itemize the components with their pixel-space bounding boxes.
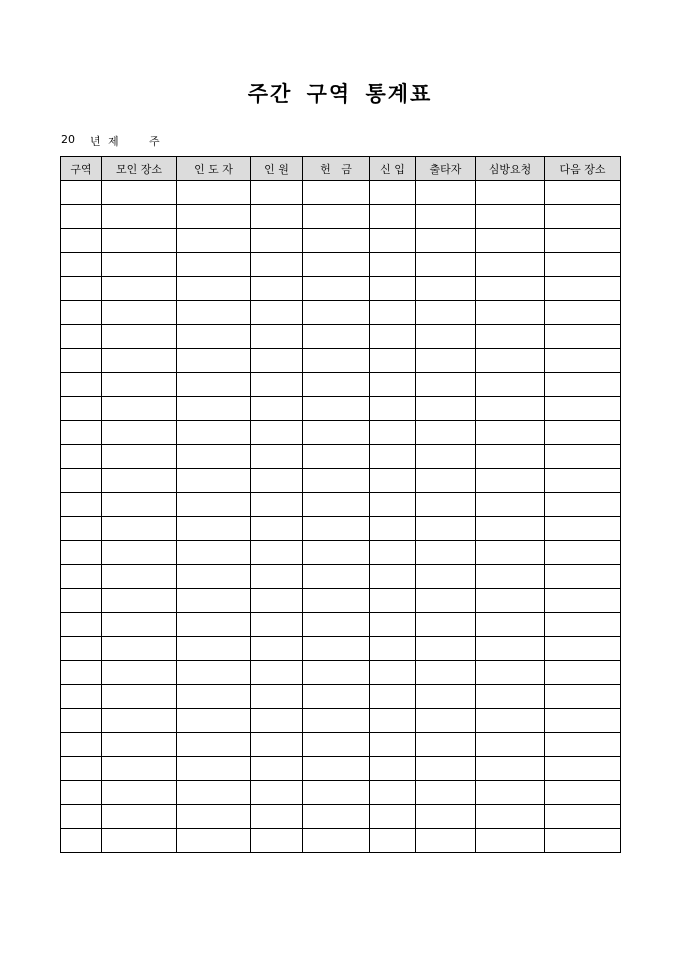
cell-offering[interactable] [303, 493, 370, 517]
cell-district[interactable] [61, 541, 102, 565]
cell-leader[interactable] [177, 493, 251, 517]
cell-district[interactable] [61, 397, 102, 421]
cell-next-place[interactable] [545, 829, 621, 853]
cell-absent[interactable] [416, 181, 476, 205]
table-row [61, 517, 621, 541]
cell-newcomers[interactable] [370, 517, 416, 541]
table-row [61, 757, 621, 781]
cell-offering[interactable] [303, 205, 370, 229]
cell-district[interactable] [61, 469, 102, 493]
cell-visit-request[interactable] [476, 541, 545, 565]
cell-leader[interactable] [177, 661, 251, 685]
cell-visit-request[interactable] [476, 181, 545, 205]
cell-attendance[interactable] [251, 781, 303, 805]
cell-district[interactable] [61, 613, 102, 637]
cell-district[interactable] [61, 373, 102, 397]
cell-next-place[interactable] [545, 685, 621, 709]
cell-leader[interactable] [177, 469, 251, 493]
table-row [61, 373, 621, 397]
cell-leader[interactable] [177, 301, 251, 325]
cell-attendance[interactable] [251, 829, 303, 853]
cell-offering[interactable] [303, 229, 370, 253]
cell-meeting-place[interactable] [102, 397, 177, 421]
table-row [61, 229, 621, 253]
header-leader: 인 도 자 [177, 157, 251, 181]
cell-absent[interactable] [416, 493, 476, 517]
cell-district[interactable] [61, 181, 102, 205]
header-row [61, 157, 621, 181]
cell-absent[interactable] [416, 373, 476, 397]
cell-newcomers[interactable] [370, 325, 416, 349]
cell-district[interactable] [61, 661, 102, 685]
cell-district[interactable] [61, 445, 102, 469]
cell-visit-request[interactable] [476, 277, 545, 301]
cell-meeting-place[interactable] [102, 805, 177, 829]
cell-district[interactable] [61, 349, 102, 373]
cell-visit-request[interactable] [476, 349, 545, 373]
cell-newcomers[interactable] [370, 709, 416, 733]
cell-absent[interactable] [416, 637, 476, 661]
cell-meeting-place[interactable] [102, 445, 177, 469]
table-row [61, 421, 621, 445]
table-body [61, 181, 621, 853]
cell-newcomers[interactable] [370, 181, 416, 205]
cell-attendance[interactable] [251, 205, 303, 229]
table-row [61, 661, 621, 685]
cell-offering[interactable] [303, 781, 370, 805]
cell-leader[interactable] [177, 325, 251, 349]
cell-newcomers[interactable] [370, 613, 416, 637]
cell-newcomers[interactable] [370, 205, 416, 229]
cell-offering[interactable] [303, 421, 370, 445]
cell-leader[interactable] [177, 757, 251, 781]
table-row [61, 205, 621, 229]
header-district: 구역 [61, 157, 102, 181]
cell-leader[interactable] [177, 373, 251, 397]
header-attendance: 인 원 [251, 157, 303, 181]
cell-visit-request[interactable] [476, 205, 545, 229]
cell-next-place[interactable] [545, 781, 621, 805]
cell-attendance[interactable] [251, 685, 303, 709]
table-row [61, 277, 621, 301]
cell-leader[interactable] [177, 637, 251, 661]
table-row [61, 541, 621, 565]
cell-meeting-place[interactable] [102, 829, 177, 853]
cell-attendance[interactable] [251, 397, 303, 421]
table-row [61, 805, 621, 829]
cell-leader[interactable] [177, 613, 251, 637]
cell-newcomers[interactable] [370, 541, 416, 565]
cell-visit-request[interactable] [476, 685, 545, 709]
cell-visit-request[interactable] [476, 589, 545, 613]
cell-visit-request[interactable] [476, 709, 545, 733]
cell-leader[interactable] [177, 445, 251, 469]
cell-next-place[interactable] [545, 589, 621, 613]
cell-newcomers[interactable] [370, 685, 416, 709]
cell-district[interactable] [61, 589, 102, 613]
cell-meeting-place[interactable] [102, 301, 177, 325]
cell-attendance[interactable] [251, 517, 303, 541]
cell-attendance[interactable] [251, 421, 303, 445]
cell-meeting-place[interactable] [102, 277, 177, 301]
cell-leader[interactable] [177, 781, 251, 805]
cell-absent[interactable] [416, 709, 476, 733]
cell-offering[interactable] [303, 325, 370, 349]
table-row [61, 565, 621, 589]
cell-visit-request[interactable] [476, 613, 545, 637]
cell-newcomers[interactable] [370, 253, 416, 277]
cell-attendance[interactable] [251, 181, 303, 205]
cell-next-place[interactable] [545, 397, 621, 421]
cell-district[interactable] [61, 493, 102, 517]
cell-newcomers[interactable] [370, 589, 416, 613]
cell-newcomers[interactable] [370, 565, 416, 589]
weekly-stats-table [60, 156, 621, 853]
cell-leader[interactable] [177, 253, 251, 277]
cell-meeting-place[interactable] [102, 349, 177, 373]
header-next-place: 다음 장소 [545, 157, 621, 181]
cell-meeting-place[interactable] [102, 541, 177, 565]
cell-attendance[interactable] [251, 565, 303, 589]
cell-meeting-place[interactable] [102, 493, 177, 517]
cell-next-place[interactable] [545, 733, 621, 757]
table-row [61, 781, 621, 805]
table-row [61, 493, 621, 517]
cell-absent[interactable] [416, 349, 476, 373]
cell-leader[interactable] [177, 829, 251, 853]
cell-district[interactable] [61, 637, 102, 661]
cell-absent[interactable] [416, 397, 476, 421]
cell-newcomers[interactable] [370, 229, 416, 253]
cell-visit-request[interactable] [476, 421, 545, 445]
cell-meeting-place[interactable] [102, 781, 177, 805]
cell-attendance[interactable] [251, 493, 303, 517]
cell-newcomers[interactable] [370, 373, 416, 397]
cell-meeting-place[interactable] [102, 373, 177, 397]
cell-attendance[interactable] [251, 613, 303, 637]
cell-district[interactable] [61, 709, 102, 733]
cell-absent[interactable] [416, 541, 476, 565]
week-label: 주 [149, 135, 160, 148]
cell-attendance[interactable] [251, 349, 303, 373]
table-row [61, 829, 621, 853]
cell-offering[interactable] [303, 517, 370, 541]
cell-absent[interactable] [416, 325, 476, 349]
cell-offering[interactable] [303, 445, 370, 469]
cell-attendance[interactable] [251, 637, 303, 661]
cell-absent[interactable] [416, 301, 476, 325]
cell-attendance[interactable] [251, 469, 303, 493]
cell-next-place[interactable] [545, 301, 621, 325]
cell-next-place[interactable] [545, 805, 621, 829]
cell-newcomers[interactable] [370, 493, 416, 517]
cell-visit-request[interactable] [476, 805, 545, 829]
table-row [61, 349, 621, 373]
cell-absent[interactable] [416, 421, 476, 445]
cell-next-place[interactable] [545, 661, 621, 685]
cell-visit-request[interactable] [476, 517, 545, 541]
cell-next-place[interactable] [545, 493, 621, 517]
cell-next-place[interactable] [545, 517, 621, 541]
cell-offering[interactable] [303, 469, 370, 493]
cell-attendance[interactable] [251, 541, 303, 565]
cell-next-place[interactable] [545, 445, 621, 469]
cell-meeting-place[interactable] [102, 325, 177, 349]
cell-attendance[interactable] [251, 733, 303, 757]
table-row [61, 181, 621, 205]
cell-meeting-place[interactable] [102, 661, 177, 685]
cell-next-place[interactable] [545, 709, 621, 733]
table-row [61, 637, 621, 661]
cell-newcomers[interactable] [370, 805, 416, 829]
cell-visit-request[interactable] [476, 229, 545, 253]
cell-district[interactable] [61, 733, 102, 757]
cell-meeting-place[interactable] [102, 517, 177, 541]
cell-next-place[interactable] [545, 229, 621, 253]
cell-meeting-place[interactable] [102, 229, 177, 253]
cell-visit-request[interactable] [476, 445, 545, 469]
cell-attendance[interactable] [251, 373, 303, 397]
cell-newcomers[interactable] [370, 757, 416, 781]
cell-district[interactable] [61, 781, 102, 805]
cell-attendance[interactable] [251, 277, 303, 301]
cell-meeting-place[interactable] [102, 757, 177, 781]
cell-attendance[interactable] [251, 661, 303, 685]
cell-attendance[interactable] [251, 253, 303, 277]
cell-meeting-place[interactable] [102, 421, 177, 445]
week-ordinal: 제 [108, 135, 119, 148]
table-row [61, 685, 621, 709]
cell-newcomers[interactable] [370, 421, 416, 445]
header-newcomers: 신 입 [370, 157, 416, 181]
cell-visit-request[interactable] [476, 493, 545, 517]
cell-next-place[interactable] [545, 325, 621, 349]
cell-next-place[interactable] [545, 205, 621, 229]
cell-leader[interactable] [177, 685, 251, 709]
cell-absent[interactable] [416, 229, 476, 253]
cell-offering[interactable] [303, 805, 370, 829]
cell-newcomers[interactable] [370, 349, 416, 373]
cell-leader[interactable] [177, 565, 251, 589]
cell-absent[interactable] [416, 661, 476, 685]
cell-absent[interactable] [416, 805, 476, 829]
cell-district[interactable] [61, 757, 102, 781]
cell-offering[interactable] [303, 181, 370, 205]
cell-absent[interactable] [416, 589, 476, 613]
cell-leader[interactable] [177, 733, 251, 757]
cell-newcomers[interactable] [370, 397, 416, 421]
cell-meeting-place[interactable] [102, 253, 177, 277]
cell-newcomers[interactable] [370, 301, 416, 325]
cell-district[interactable] [61, 565, 102, 589]
cell-attendance[interactable] [251, 589, 303, 613]
cell-absent[interactable] [416, 445, 476, 469]
cell-next-place[interactable] [545, 181, 621, 205]
header-absent: 출타자 [416, 157, 476, 181]
cell-meeting-place[interactable] [102, 205, 177, 229]
cell-leader[interactable] [177, 181, 251, 205]
cell-offering[interactable] [303, 613, 370, 637]
cell-attendance[interactable] [251, 301, 303, 325]
header-meeting-place: 모인 장소 [102, 157, 177, 181]
cell-visit-request[interactable] [476, 301, 545, 325]
cell-newcomers[interactable] [370, 469, 416, 493]
cell-absent[interactable] [416, 733, 476, 757]
cell-meeting-place[interactable] [102, 709, 177, 733]
cell-district[interactable] [61, 205, 102, 229]
cell-leader[interactable] [177, 205, 251, 229]
cell-meeting-place[interactable] [102, 565, 177, 589]
cell-absent[interactable] [416, 517, 476, 541]
cell-attendance[interactable] [251, 445, 303, 469]
cell-district[interactable] [61, 517, 102, 541]
cell-newcomers[interactable] [370, 829, 416, 853]
cell-offering[interactable] [303, 733, 370, 757]
cell-visit-request[interactable] [476, 373, 545, 397]
cell-absent[interactable] [416, 829, 476, 853]
cell-attendance[interactable] [251, 325, 303, 349]
cell-newcomers[interactable] [370, 733, 416, 757]
cell-offering[interactable] [303, 277, 370, 301]
cell-next-place[interactable] [545, 565, 621, 589]
cell-newcomers[interactable] [370, 277, 416, 301]
cell-leader[interactable] [177, 541, 251, 565]
table-row [61, 325, 621, 349]
cell-visit-request[interactable] [476, 637, 545, 661]
cell-next-place[interactable] [545, 757, 621, 781]
table-row [61, 733, 621, 757]
year-prefix: 20 [61, 133, 75, 146]
cell-meeting-place[interactable] [102, 469, 177, 493]
page-title: 주간 구역 통계표 [247, 81, 433, 106]
cell-attendance[interactable] [251, 805, 303, 829]
cell-next-place[interactable] [545, 421, 621, 445]
table-row [61, 709, 621, 733]
header-visit-request: 심방요청 [476, 157, 545, 181]
cell-visit-request[interactable] [476, 757, 545, 781]
cell-absent[interactable] [416, 469, 476, 493]
table-row [61, 589, 621, 613]
cell-newcomers[interactable] [370, 445, 416, 469]
cell-offering[interactable] [303, 661, 370, 685]
cell-district[interactable] [61, 685, 102, 709]
cell-newcomers[interactable] [370, 637, 416, 661]
cell-meeting-place[interactable] [102, 613, 177, 637]
cell-offering[interactable] [303, 349, 370, 373]
cell-offering[interactable] [303, 589, 370, 613]
cell-leader[interactable] [177, 709, 251, 733]
cell-visit-request[interactable] [476, 781, 545, 805]
cell-next-place[interactable] [545, 469, 621, 493]
cell-attendance[interactable] [251, 229, 303, 253]
cell-district[interactable] [61, 325, 102, 349]
cell-next-place[interactable] [545, 253, 621, 277]
table-row [61, 301, 621, 325]
cell-meeting-place[interactable] [102, 733, 177, 757]
cell-next-place[interactable] [545, 637, 621, 661]
table-row [61, 397, 621, 421]
cell-absent[interactable] [416, 613, 476, 637]
cell-next-place[interactable] [545, 541, 621, 565]
year-label: 년 [90, 135, 101, 148]
cell-meeting-place[interactable] [102, 181, 177, 205]
table-row [61, 613, 621, 637]
cell-meeting-place[interactable] [102, 637, 177, 661]
cell-district[interactable] [61, 301, 102, 325]
table-row [61, 445, 621, 469]
cell-district[interactable] [61, 421, 102, 445]
cell-district[interactable] [61, 829, 102, 853]
cell-visit-request[interactable] [476, 829, 545, 853]
cell-visit-request[interactable] [476, 565, 545, 589]
cell-offering[interactable] [303, 301, 370, 325]
cell-absent[interactable] [416, 757, 476, 781]
cell-newcomers[interactable] [370, 661, 416, 685]
cell-absent[interactable] [416, 205, 476, 229]
cell-offering[interactable] [303, 253, 370, 277]
cell-visit-request[interactable] [476, 397, 545, 421]
cell-absent[interactable] [416, 565, 476, 589]
cell-offering[interactable] [303, 397, 370, 421]
cell-visit-request[interactable] [476, 469, 545, 493]
cell-visit-request[interactable] [476, 253, 545, 277]
cell-absent[interactable] [416, 253, 476, 277]
cell-absent[interactable] [416, 781, 476, 805]
cell-newcomers[interactable] [370, 781, 416, 805]
cell-offering[interactable] [303, 709, 370, 733]
cell-meeting-place[interactable] [102, 589, 177, 613]
table-row [61, 469, 621, 493]
cell-visit-request[interactable] [476, 325, 545, 349]
cell-offering[interactable] [303, 541, 370, 565]
cell-district[interactable] [61, 229, 102, 253]
cell-offering[interactable] [303, 757, 370, 781]
cell-district[interactable] [61, 253, 102, 277]
cell-offering[interactable] [303, 829, 370, 853]
cell-leader[interactable] [177, 517, 251, 541]
cell-next-place[interactable] [545, 613, 621, 637]
cell-meeting-place[interactable] [102, 685, 177, 709]
cell-leader[interactable] [177, 277, 251, 301]
cell-visit-request[interactable] [476, 733, 545, 757]
cell-leader[interactable] [177, 589, 251, 613]
cell-absent[interactable] [416, 685, 476, 709]
header-offering: 헌 금 [303, 157, 370, 181]
cell-next-place[interactable] [545, 277, 621, 301]
cell-leader[interactable] [177, 397, 251, 421]
cell-leader[interactable] [177, 805, 251, 829]
cell-next-place[interactable] [545, 373, 621, 397]
cell-offering[interactable] [303, 373, 370, 397]
cell-absent[interactable] [416, 277, 476, 301]
cell-offering[interactable] [303, 637, 370, 661]
cell-district[interactable] [61, 277, 102, 301]
cell-leader[interactable] [177, 229, 251, 253]
cell-leader[interactable] [177, 421, 251, 445]
cell-attendance[interactable] [251, 757, 303, 781]
cell-offering[interactable] [303, 685, 370, 709]
cell-next-place[interactable] [545, 349, 621, 373]
cell-offering[interactable] [303, 565, 370, 589]
table-row [61, 253, 621, 277]
cell-district[interactable] [61, 805, 102, 829]
cell-leader[interactable] [177, 349, 251, 373]
cell-visit-request[interactable] [476, 661, 545, 685]
cell-attendance[interactable] [251, 709, 303, 733]
